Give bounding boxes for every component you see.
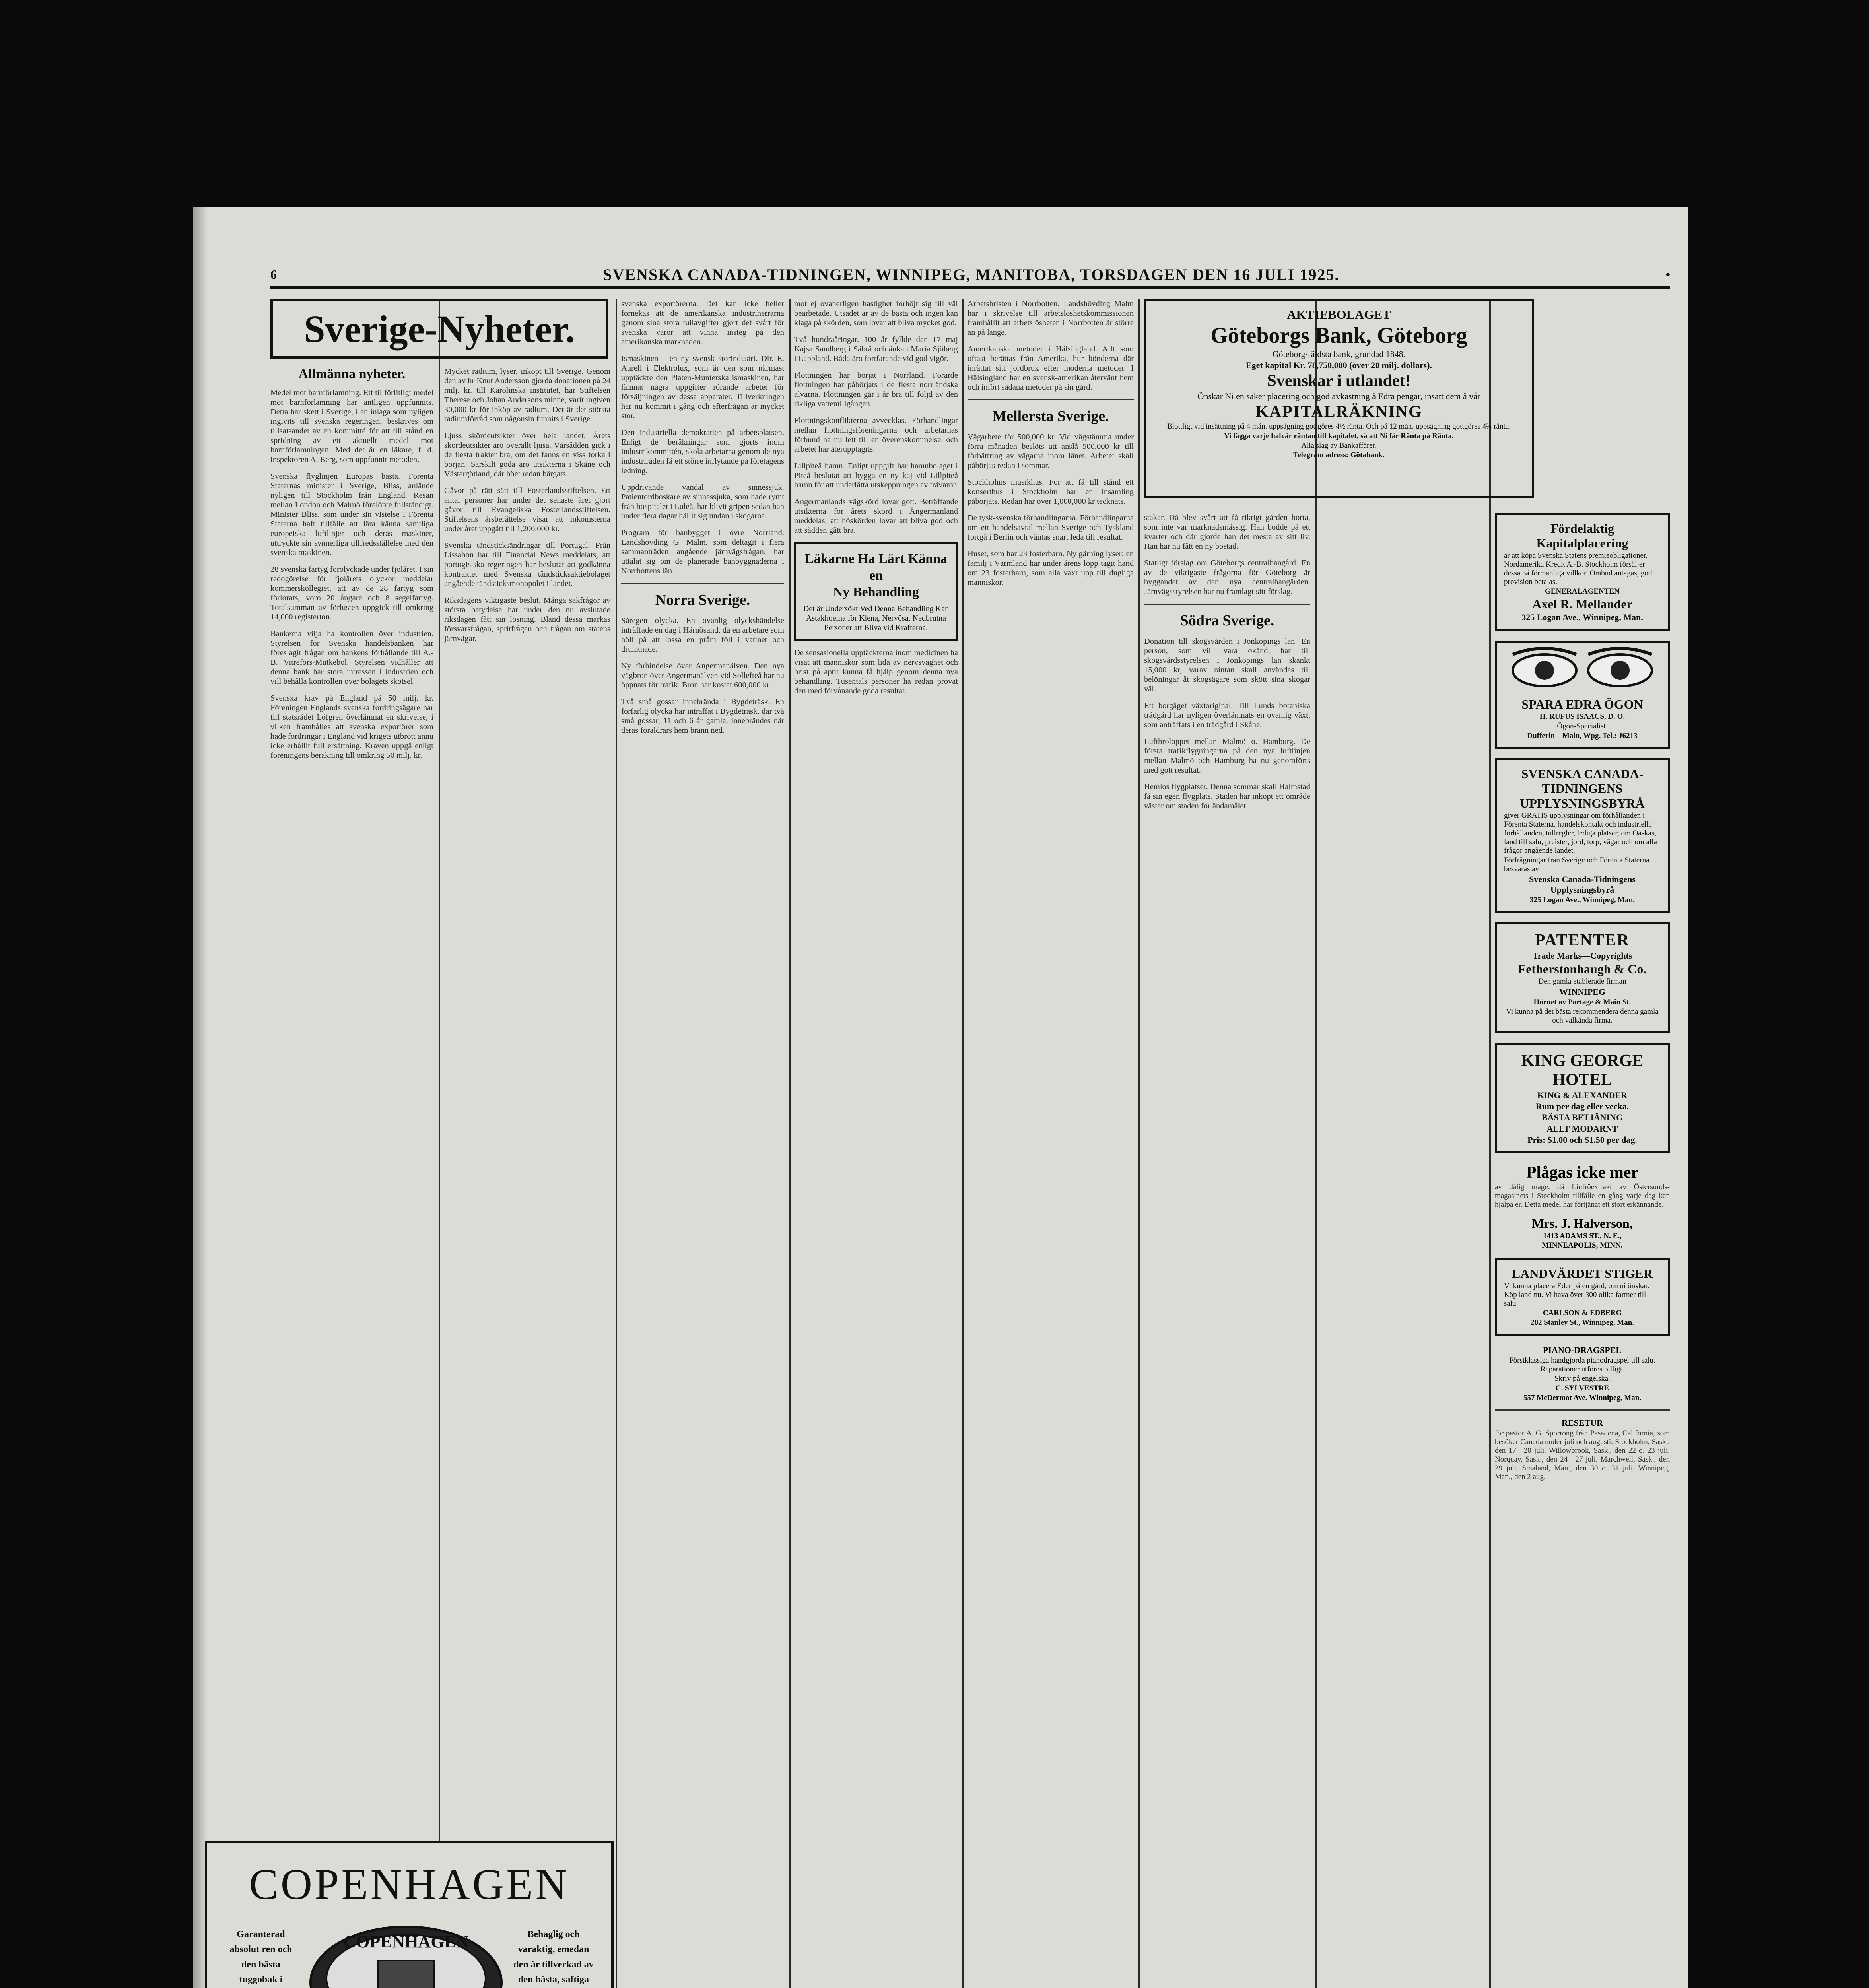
ad-title: KING GEORGE HOTEL	[1521, 1052, 1644, 1089]
divider	[968, 399, 1134, 400]
section-heading-norra: Norra Sverige.	[655, 592, 750, 608]
ad-line: AKTIEBOLAGET	[1287, 307, 1391, 322]
copenhagen-left-text: Garanterad absolut ren och den bästa tuggobak i	[229, 1929, 292, 1985]
article: Amerikanska metoder i Hälsingland. Allt som oftast berättas från Amerika, hur bönderna där inrättat sitt jordbruk efter moderna metoder. I Hälsingland har en svensk-amerikan återvänt hem och infört sådana metoder på sin gård.	[968, 345, 1134, 392]
ad-address: MINNEAPOLIS, MINN.	[1542, 1241, 1623, 1250]
ad-title: Plågas icke mer	[1526, 1163, 1639, 1182]
copenhagen-advert	[205, 1841, 614, 1988]
divider	[1495, 1409, 1670, 1411]
plagas-advert	[1495, 1163, 1670, 1250]
ad-line: Vi lägga varje halvår räntan till kapitalet, så att Ni får Ränta på Ränta.	[1224, 432, 1454, 440]
lakare-tagline: Det är Undersökt Ved Denna Behandling Kan Astakhoema för Klena, Nervösa, Nedbrutna Personer att Bliva vid Krafterna.	[803, 604, 949, 632]
lakare-subtitle: Ny Behandling	[833, 585, 919, 600]
spara-ogon-advert	[1495, 641, 1670, 749]
article: Ett borgåget växtoriginal. Till Lunds botaniska trädgård har nyligen överlämnats en ovanlig växt, som anträffats i en trädgård i Skåne.	[1144, 701, 1310, 729]
patenter-advert	[1495, 922, 1670, 1033]
ad-line: Blottligt vid insättning på 4 mån. uppsägning gottgöres 4½ ränta. Och på 12 mån. uppsägning gottgöres 4¾ ränta.	[1167, 422, 1511, 431]
ad-title: RESETUR	[1562, 1418, 1603, 1428]
ad-name: C. SYLVESTRE	[1555, 1384, 1609, 1392]
article: Stockholms musikhus. För att få till stånd ett konserthus i Stockholm har en insamling påbörjats. Redan har över 1,000,000 kr tecknats.	[968, 478, 1134, 506]
article: Den industriella demokratien på arbetsplatsen. Enligt de beräkningar som gjorts inom industrikommittén, skola arbetarna genom de nya industriråden få ett större inflytande på företagens ledning.	[621, 428, 784, 475]
article: stakar. Då blev svårt att få riktigt gården borta, som inte var marknadsmässig. Han bodde på ett kvarter och där gjorde han det mesta av sitt liv. Han har nu fått en ny bostad.	[1144, 513, 1310, 551]
ad-line: Hörnet av Portage & Main St.	[1533, 998, 1631, 1006]
divider	[621, 583, 784, 584]
article: Program för banbygget i övre Norrland. Landshövding G. Malm, som deltagit i flera sammanträden angående järnvägsfrågan, har uttalat sig om de planerade banbyggnaderna i Norrbottens län.	[621, 528, 784, 575]
ad-line: KAPITALRÄKNING	[1255, 403, 1422, 421]
eyes-icon	[1507, 646, 1658, 694]
article: Ny förbindelse över Angermanälven. Den nya vägbron över Angermanälven vid Sollefteå har nu öppnats för trafik. Bron har kostat 600,000 kr.	[621, 662, 784, 689]
newspaper-page	[193, 207, 1688, 1988]
article: Två hundraåringar. 100 år fyllde den 17 maj Kajsa Sandberg i Säbrå och änkan Maria Sjöberg i Lappland. Båda äro fortfarande vid god vigör.	[794, 335, 958, 363]
article: Arbetsbristen i Norrbotten. Landshövding Malm har i skrivelse till arbetslöshetskommissionen framhållit att arbetslösheten i Norrbotten är större än på länge.	[968, 299, 1134, 337]
article: Flottningen har börjat i Norrland. Förarde flottningen har påbörjats i de flesta norrländska älvarna. Flottningen går i år bra till följd av den rikliga vattentillgången.	[794, 371, 958, 408]
section-banner: Sverige-Nyheter.	[270, 299, 608, 359]
divider	[1144, 604, 1310, 605]
article: Medel mot barnförlamning. Ett tillförlitligt medel mot barnförlamning har äntligen uppfunnits. Detta har skett i Sverige, i en inlaga som nyligen ingivits till svenska regeringen, beskrives om tillsatsandet av en kommitté för att till stånd en spridning av ett aktuellt medel mot barnförlamningen. Med det är en läkare, f. d. inspektoren A. Berg, som uppfunnit metoden.	[270, 388, 433, 464]
column-rule	[1138, 299, 1140, 1988]
article: De tysk-svenska förhandlingarna. Förhandlingarna om ett handelsavtal mellan Sverige och Tyskland fortgå i Berlin och väntas snart leda till resultat.	[968, 514, 1134, 542]
ad-line: WINNIPEG	[1559, 987, 1606, 997]
ad-title: SPARA EDRA ÖGON	[1521, 697, 1643, 711]
ad-line: Skriv på engelska.	[1554, 1375, 1610, 1383]
ad-line: Alla slag av Bankaffärer.	[1301, 441, 1377, 450]
column-rule	[962, 299, 964, 1988]
section-heading-sodra: Södra Sverige.	[1180, 612, 1274, 629]
article: Svenska flyglinjen Europas bästa. Förenta Staternas minister i Sverige, Bliss, anlände nyligen till Stockholm från England. Resan mellan London och Malmö förelöpte fullständigt. Minister Bliss, som under sin vistelse i Förenta Staterna haft tillfälle att lära känna samtliga europeiska luftlinjer och deras maskiner, uttryckte sin synnerliga tillfredsställelse med den svenska maskinen.	[270, 472, 433, 557]
ad-line: Önskar Ni en säker placering och god avkastning å Edra pengar, insätt dem å vår	[1197, 391, 1480, 401]
article: Vägarbete för 500,000 kr. Vid vägstämma under förra månaden beslöts att anslå 500,000 kr till förbättring av vägarna inom länet. Arbetet skall påbörjas redan i sommar.	[968, 433, 1134, 470]
piano-advert	[1495, 1345, 1670, 1402]
ad-body: giver GRATIS upplysningar om förhållanden i Förenta Staterna, handelskontakt och industriella förhållanden, tullregler, lediga platser, om Oaskas, land till salu, preister, jord, torp, vägar och om alla frågor angående landet.	[1504, 812, 1657, 855]
article: Ismaskinen – en ny svensk storindustri. Dir. E. Aurell i Elektrolux, som är den som närmast upptäckte den Platen-Munterska ismaskinen, har lämnat några uppgifter rörande arbetet för försäljningen av dessa apparater. Tillverkningen har nu kommit i gång och efterfrågan är mycket stor.	[621, 354, 784, 420]
article: Två små gossar innebrända i Bygdeträsk. En förfärlig olycka har inträffat i Bygdeträsk, där två små gossar, 11 och 6 år gamla, innebrändes när deras föräldrars hem brann ned.	[621, 697, 784, 735]
masthead-end-mark: •	[1665, 267, 1670, 282]
article: Flottningskonflikterna avvecklas. Förhandlingar mellan flottningsföreningarna och arbetarnas förbund ha nu lett till en överenskommelse, och arbetet har återupptagits.	[794, 416, 958, 454]
ad-title: PIANO-DRAGSPEL	[1543, 1345, 1622, 1355]
ad-line: Göteborgs äldsta bank, grundad 1848.	[1272, 349, 1406, 359]
article: Bankerna vilja ha kontrollen över industrien. Styrelsen för Svenska handelsbanken har föreslagit frågan om bankens förhållande till A.-B. Vitrefors-Mutkebol. Styrelsen vidhåller att denna bank har stora intressen i industrien och vill behålla kontrollen över bolagets skötsel.	[270, 629, 433, 686]
ad-line: Vi kunna på det bästa rekommendera denna gamla och välkända firma.	[1506, 1008, 1659, 1025]
article: Angermanlands vägskörd lovar gott. Beträffande utsikterna för årets skörd i Ångermanland meddelas, att höskörden lovar att bliva god och att sådden gått bra.	[794, 497, 958, 535]
ad-line: Svenskar i utlandet!	[1267, 372, 1411, 390]
column-7-ads	[1495, 513, 1670, 1988]
ad-address: 557 McDermot Ave. Winnipeg, Man.	[1523, 1394, 1642, 1402]
resetur-notice	[1495, 1418, 1670, 1481]
article: Statligt förslag om Göteborgs centralbangård. En av de viktigaste frågorna för Göteborg är byggandet av den nya centralbangården. Järnvägsstyrelsen har nu framlagt sitt förslag.	[1144, 559, 1310, 596]
ad-address: 1413 ADAMS ST., N. E.,	[1543, 1232, 1622, 1240]
article: Svenska krav på England på 50 milj. kr. Föreningen Englands svenska fordringsägare har till statsrådet Löfgren överlämnat en skrivelse, i vilken framhålles att svenska exportörer som hade fordringar i England vid krigets utbrott ännu icke erhållit full ersättning. Kraven uppgå enligt föreningens beräkning till omkring 50 milj. kr.	[270, 694, 433, 760]
snuff-tin-icon	[307, 1923, 505, 1988]
ad-line: Dufferin—Main, Wpg. Tel.: J6213	[1527, 732, 1638, 740]
tin-top-text: COPENHAGEN	[343, 1932, 469, 1951]
ad-title: PATENTER	[1535, 931, 1630, 949]
ad-line: Eget kapital Kr. 78,750,000 (över 20 milj. dollars).	[1245, 360, 1432, 370]
goteborgs-bank-advert	[1144, 299, 1534, 498]
article: Såregen olycka. En ovanlig olyckshändelse inträffade en dag i Härnösand, då en arbetare som höll på att lossa en pråm föll i vattnet och drunknade.	[621, 616, 784, 654]
column-rule	[1489, 299, 1491, 1988]
article: Gåvor på rätt sätt till Fosterlandsstiftelsen. Ett antal personer har under det senaste året gjort gåvor till Evangeliska Fosterlandsstiftelsen. Stiftelsens årsberättelse visar att inkomsterna under året uppgått till 1,200,000 kr.	[444, 486, 610, 533]
article: Lillpiteå hamn. Enligt uppgift har hamnbolaget i Piteå beslutat att bygga en ny kaj vid Lillpiteå hamn för att underlätta utskeppningen av trävaror.	[794, 462, 958, 489]
upplysningsbyra-advert	[1495, 758, 1670, 913]
ad-title: SVENSKA CANADA-TIDNINGENS UPPLYSNINGSBYRÅ	[1520, 767, 1645, 810]
ad-line: Telegram adress: Götabank.	[1293, 451, 1385, 459]
article: Ljuss skördeutsikter över hela landet. Årets skördeutsikter äro överallt ljusa. Vårsådden gick i de flesta trakter bra, om det fanns en viss torka i början. Särskilt goda äro utsikterna i Skåne och Västergötland, där höet redan bärgats.	[444, 431, 610, 478]
article: Mycket radium, lyser, inköpt till Sverige. Genom den av hr Knut Andersson gjorda donationen på 24 milj. kr. till Karolinska institutet, har Stiftelsen Therese och Johan Andersons minne, varit ingiven 30,000 kr för inköp av radium. Det är det största radiumförråd som någonsin funnits i Sverige.	[444, 367, 610, 423]
article: 28 svenska fartyg förolyckade under fjolåret. I sin redogörelse för fjolårets olyckor meddelar kommerskollegiet, att av de 28 fartyg som förlorats, voro 20 ångare och 8 segelfartyg. Totalsumman av förlusten uppgick till omkring 14,000 registerton.	[270, 565, 433, 621]
ad-body: Förfrågningar från Sverige och Förenta Staterna besvaras av	[1504, 856, 1649, 873]
ad-title: Fördelaktig Kapitalplacering	[1536, 521, 1628, 550]
lakare-title: Läkarne Ha Lärt Känna en	[805, 551, 947, 583]
copenhagen-right-text: Behaglig och varaktig, emedan den är tillverkad av den bästa, saftiga	[513, 1929, 594, 1985]
ad-name: Axel R. Mellander	[1532, 597, 1632, 611]
copenhagen-title: COPENHAGEN	[249, 1860, 569, 1908]
article: mot ej ovanerligen hastighet förhöjt sig till väl bearbetade. Utsädet är av de bästa och ingen kan klaga på skörden, som lovar att bliva mycket god.	[794, 299, 958, 327]
ad-body: av dålig mage, då Linfröextrakt av Östersunds-magasinets i Stockholm tillfälle en gång varje dag kan hjälpa er. Detta medel har förtjänat ett stort erkännande.	[1495, 1183, 1670, 1209]
article: Donation till skogsvården i Jönköpings län. En person, som vill vara okänd, har till skogsvårdsstyrelsen i Jönköpings län skänkt 15,000 kr, varav räntan skall användas till belöningar åt skogsägare som skött sina skogar väl.	[1144, 637, 1310, 693]
column-6	[1144, 513, 1310, 1988]
ad-line: Göteborgs Bank, Göteborg	[1210, 323, 1467, 348]
ad-body: Förstklassiga handgjorda pianodragspel till salu. Reparationer utföres billigt.	[1509, 1356, 1655, 1373]
column-4	[794, 299, 958, 1988]
article: Huset, som har 23 fosterbarn. Ny gärning lyser: en familj i Värmland har under årens lopp tagit hand om 23 fosterbarn, som alla växt upp till dugliga människor.	[968, 549, 1134, 587]
page-number: 6	[270, 267, 277, 282]
column-rule	[789, 299, 791, 1988]
ad-title: LANDVÄRDET STIGER	[1512, 1266, 1653, 1281]
ad-line: Rum per dag eller vecka.	[1535, 1101, 1629, 1111]
ad-name: Svenska Canada-Tidningens Upplysningsbyrå	[1529, 874, 1636, 895]
column-rule	[1315, 299, 1317, 1988]
article: De sensasionella upptäckterna inom medicinen ha visat att människor som lida av nervsvaghet och brist på aptit kunna få hjälp genom denna nya behandling. Tusentals personer ha redan prövat den med förvånande goda resultat.	[794, 648, 958, 695]
ad-body: är att köpa Svenska Statens premieobligationer. Nordamerika Kredit A.-B. Stockholm försäljer dessa på förmånliga villkor. Ombud antagas, god provision betalas.	[1504, 551, 1652, 586]
ad-line: H. RUFUS ISAACS, D. O.	[1539, 712, 1625, 721]
column-2	[444, 299, 610, 1850]
article: Uppdrivande vandal av sinnessjuk. Patientordboskare av sinnessjuka, som hade rymt från hospitalet i Luleå, har blivit gripen sedan han under flera dagar hållit sig undan i skogarna.	[621, 483, 784, 520]
goteborg-ad-area	[1144, 299, 1661, 506]
article: Riksdagens viktigaste beslut. Många sakfrågor av största betydelse har under den nu avslutade riksdagen fått sin lösning. Bland dessa märkas försvarsfrågan, spritfrågan och frågan om statens järnvägar.	[444, 596, 610, 643]
masthead	[270, 262, 1670, 289]
ad-line: Fetherstonhaugh & Co.	[1518, 962, 1647, 976]
ad-line: BÄSTA BETJÄNING	[1541, 1112, 1623, 1122]
landvardet-advert	[1495, 1258, 1670, 1336]
ad-body: för pastor A. G. Sporrong från Pasadena, California, som besöker Canada under juli och augusti: Stockholm, Sask., den 17—20 juli. Willowbrook, Sask., den 22 o. 23 juli. Norquay, Sask., den 24—27 juli. Marchwell, Sask., den 29 juli. Smaland, Man., den 30 o. 31 juli. Winnipeg, Man., den 2 aug.	[1495, 1429, 1670, 1481]
ad-line: Pris: $1.00 och $1.50 per dag.	[1527, 1135, 1637, 1145]
ad-body: Vi kunna placera Eder på en gård, om ni önskar. Köp land nu. Vi hava över 300 olika farmer till salu.	[1504, 1282, 1649, 1308]
ad-line: Den gamla etablerade firman	[1538, 977, 1626, 986]
article: Luftbroloppet mellan Malmö o. Hamburg. De första trafikflygningarna på den nya luftlinjen mellan Malmö och Hamburg ha nu genomförts med gott resultat.	[1144, 737, 1310, 775]
fordelaktig-advert	[1495, 513, 1670, 631]
column-rule	[616, 299, 617, 1988]
lakare-advert	[794, 542, 958, 641]
article: svenska exportörerna. Det kan icke heller förnekas att de amerikanska industriherrarna genom sina stora tullavgifter gjort det svårt för svenska varor att vinna insteg på den amerikanska marknaden.	[621, 299, 784, 346]
ad-line: Trade Marks—Copyrights	[1532, 951, 1632, 961]
article: Svenska tändsticksändringar till Portugal. Från Lissabon har till Financial News meddelats, att portugisiska regeringen har beslutat att godkänna kontraktet med Svenska tändsticksaktiebolaget angående tändsticksmonopolet i landet.	[444, 541, 610, 588]
column-5	[968, 299, 1134, 1988]
column-3	[621, 299, 784, 1988]
ad-line: ALLT MODARNT	[1546, 1124, 1618, 1134]
ad-line: GENERALAGENTEN	[1545, 587, 1620, 596]
ad-line: Ögon-Specialist.	[1557, 722, 1608, 730]
masthead-title: SVENSKA CANADA-TIDNINGEN, WINNIPEG, MANITOBA, TORSDAGEN DEN 16 JULI 1925.	[603, 265, 1340, 283]
page-edge-shadow	[193, 207, 207, 1988]
king-george-hotel-advert	[1495, 1043, 1670, 1153]
ad-address: 325 Logan Ave., Winnipeg, Man.	[1530, 896, 1635, 904]
column-rule	[439, 299, 440, 1870]
article: Hemlos flygplatser. Denna sommar skall Halmstad få sin egen flygplats. Staden har inköpt ett område väster om staden för ändamålet.	[1144, 782, 1310, 810]
ad-line: KING & ALEXANDER	[1537, 1090, 1628, 1100]
ad-name: CARLSON & EDBERG	[1543, 1309, 1622, 1317]
ad-address: 325 Logan Ave., Winnipeg, Man.	[1521, 612, 1643, 622]
ad-address: 282 Stanley St., Winnipeg, Man.	[1530, 1318, 1634, 1327]
ad-name: Mrs. J. Halverson,	[1532, 1216, 1633, 1231]
section-heading: Allmänna nyheter.	[298, 367, 406, 381]
section-heading-mellersta: Mellersta Sverige.	[992, 408, 1109, 425]
